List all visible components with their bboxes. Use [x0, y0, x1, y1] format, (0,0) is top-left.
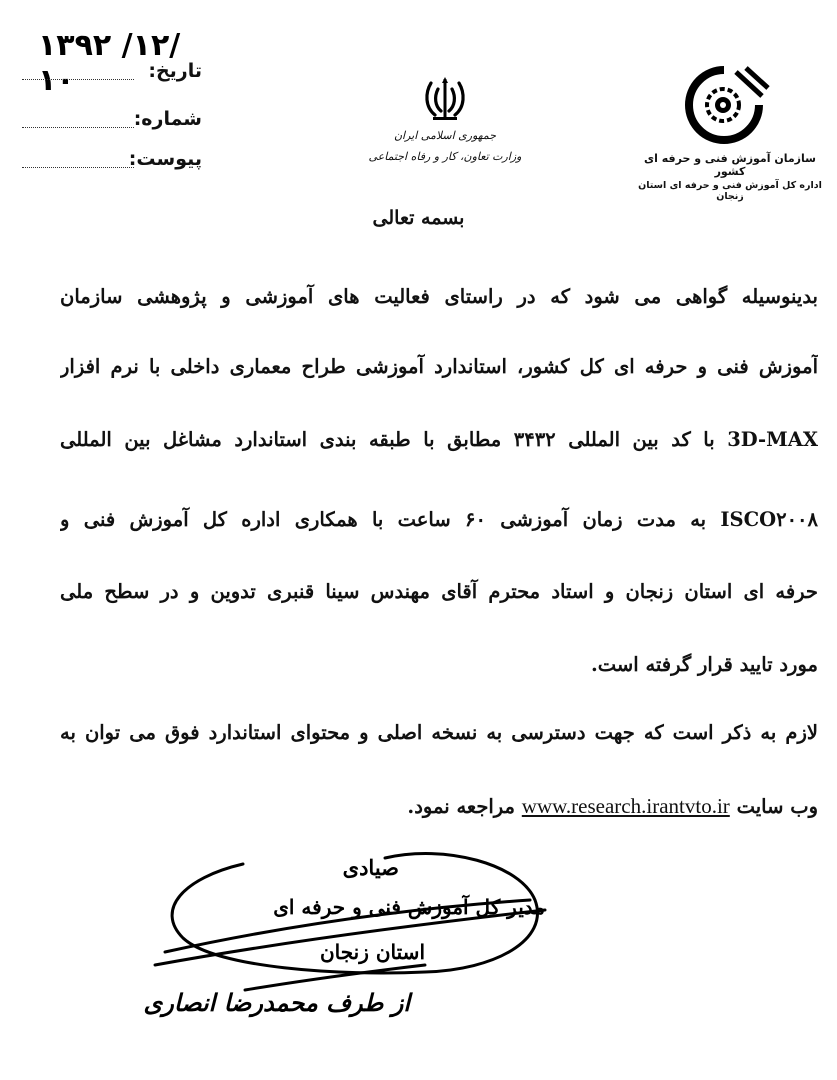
org-name-national: سازمان آموزش فنی و حرفه ای کشور	[644, 152, 816, 178]
body-line-2: آموزش فنی و حرفه ای کل کشور، استاندارد آموزشی طراح معماری داخلی با نرم افزار	[60, 355, 818, 378]
org-name-block	[630, 152, 830, 202]
emblem-block	[360, 75, 530, 163]
iran-emblem-icon	[423, 75, 467, 123]
number-dotted-line	[22, 127, 134, 128]
website-suffix: مراجعه نمود.	[407, 795, 515, 818]
signatory-name: صیادی	[342, 855, 399, 880]
body-line-7: لازم به ذکر است که جهت دسترسی به نسخه اصلی و محتوای استاندارد فوق می توان به	[60, 721, 818, 744]
tvto-logo-icon	[676, 62, 772, 148]
attachment-field	[22, 148, 202, 178]
body-line-6: مورد تایید قرار گرفته است.	[590, 653, 818, 676]
attachment-dotted-line	[22, 167, 134, 168]
attachment-label: پیوست:	[128, 148, 202, 170]
signature-block	[125, 840, 575, 1050]
number-field	[22, 108, 202, 138]
emblem-caption-republic: جمهوری اسلامی ایران	[393, 129, 497, 142]
org-name-provincial: اداره کل آموزش فنی و حرفه ای استان زنجان	[638, 180, 822, 202]
body-line-8	[60, 791, 818, 822]
signatory-province: استان زنجان	[319, 940, 425, 964]
date-field	[22, 60, 202, 90]
body-line-3: 3D-MAX با کد بین المللی ۳۴۳۲ مطابق با طبقه بندی استاندارد مشاغل بین المللی	[60, 428, 818, 451]
body-line-4: ISCO۲۰۰۸ به مدت زمان آموزشی ۶۰ ساعت با همکاری اداره کل آموزش فنی و	[60, 508, 818, 531]
basmala-heading: بسمه تعالی	[372, 207, 465, 229]
website-prefix: وب سایت	[736, 795, 818, 818]
date-label: تاریخ:	[148, 60, 202, 82]
body-line-1: بدینوسیله گواهی می شود که در راستای فعالیت های آموزشی و پژوهشی سازمان	[60, 285, 818, 308]
website-link[interactable]: www.research.irantvto.ir	[521, 794, 730, 818]
handwritten-date: ۱۳۹۲ /۱۲/ ۱۰	[38, 28, 181, 98]
number-label: شماره:	[133, 108, 202, 130]
emblem-caption-ministry: وزارت تعاون، کار و رفاه اجتماعی	[368, 150, 522, 163]
date-dotted-line	[22, 79, 134, 80]
signatory-behalf: از طرف محمدرضا انصاری	[143, 988, 410, 1017]
signatory-title: مدیر کل آموزش فنی و حرفه ای	[273, 895, 545, 919]
body-line-5: حرفه ای استان زنجان و استاد محترم آقای مهندس سینا قنبری تدوین و در سطح ملی	[60, 580, 818, 603]
